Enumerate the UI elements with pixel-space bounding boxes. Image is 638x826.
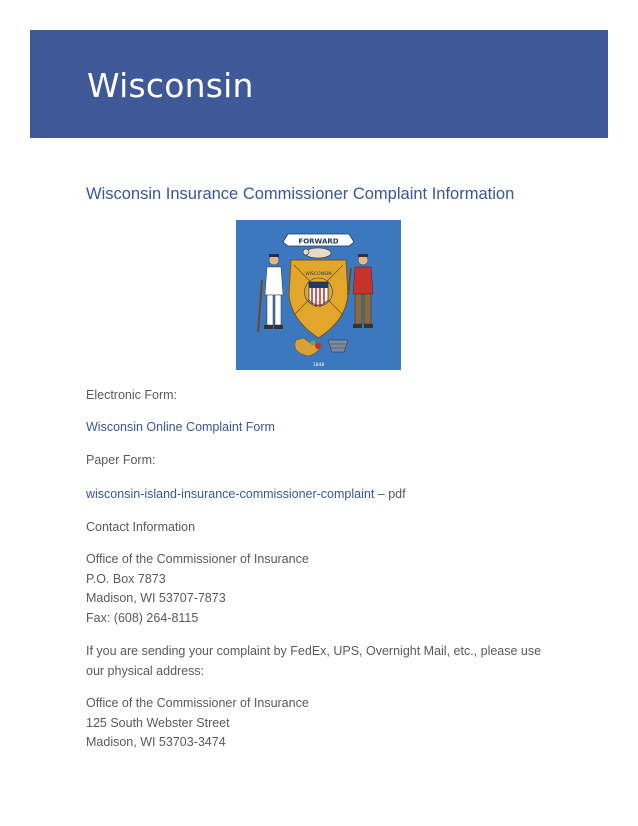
paper-complaint-pdf-link[interactable]: wisconsin-island-insurance-commissioner-complaint (86, 487, 375, 501)
flag-state-word: WISCONSIN (305, 272, 332, 277)
contact-heading: Contact Information (86, 520, 196, 534)
mailing-address-line: P.O. Box 7873 (86, 571, 166, 586)
courier-note-line: If you are sending your complaint by FedEx, UPS, Overnight Mail, etc., please use (86, 644, 542, 658)
paper-form-label: Paper Form: (86, 453, 156, 467)
physical-address-line: 125 South Webster Street (86, 715, 230, 730)
wisconsin-flag-image (236, 220, 401, 370)
section-title: Wisconsin Insurance Commissioner Complaint Information (86, 185, 515, 203)
mailing-address-line: Madison, WI 53707-7873 (86, 591, 226, 605)
flag-motto: FORWARD (298, 237, 339, 246)
physical-address-line: Madison, WI 53703-3474 (86, 735, 226, 749)
courier-note (86, 642, 541, 681)
header-banner (30, 30, 608, 138)
pdf-suffix: – pdf (374, 487, 406, 501)
physical-address (86, 694, 309, 753)
online-complaint-form-link[interactable]: Wisconsin Online Complaint Form (86, 420, 275, 434)
electronic-form-label: Electronic Form: (86, 388, 177, 402)
mailing-address-line: Office of the Commissioner of Insurance (86, 552, 309, 566)
physical-address-line: Office of the Commissioner of Insurance (86, 696, 309, 710)
page-title: Wisconsin (87, 66, 254, 105)
courier-note-line: our physical address: (86, 663, 205, 678)
fax-number: Fax: (608) 264-8115 (86, 610, 199, 625)
mailing-address (86, 550, 309, 628)
paper-form-line (86, 485, 406, 505)
flag-year: 1848 (312, 363, 325, 368)
